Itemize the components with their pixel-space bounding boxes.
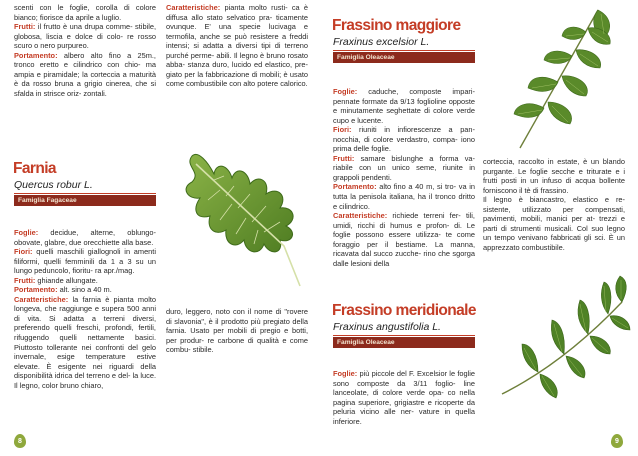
paragraph: Foglie: caduche, composte impari- pennate formate da 9/13 foglioline opposte e minutamente seghettate di colore verde cupo e lucente.: [333, 87, 475, 125]
paragraph: Portamento: alt. sino a 40 m.: [14, 285, 112, 295]
paragraph: Foglie: decidue, alterne, oblungo- obovate, glabre, due orecchiette alla base.: [14, 228, 156, 247]
paragraph: Foglie: più piccole del F. Excelsior le foglie sono composte da 3/11 foglio- line lanceolate, di colore verde opa- co nella pagina superiore, grigiastre e ricoperte da peluria vicino alle ner- vature in quella inferiore.: [333, 369, 475, 426]
ash-leaf-image: [480, 4, 630, 154]
paragraph: Fiori: quelli maschili giallognoli in amenti filiformi, quelli femminili da 1 a 3 su un lungo peduncolo, fioritu- ra apr./mag.: [14, 247, 156, 276]
title-rule: [14, 193, 156, 194]
family-bar-farnia: Famiglia Fagaceae: [14, 195, 156, 206]
frassino-maggiore-col2: [483, 157, 625, 252]
title-rule: [333, 50, 475, 51]
oak-leaf-image: [162, 136, 312, 306]
paragraph: Frutti: ghiande allungate.: [14, 275, 98, 285]
paragraph: Portamento: alto fino a 40 m, si tro- va in tutta la penisola italiana, ha il tronco dritto e cilindrico.: [333, 182, 475, 211]
frassino-maggiore-col1: [333, 87, 475, 268]
page-number-left: 8: [14, 434, 26, 448]
left-col1-top: [14, 3, 156, 98]
paragraph: Frutti: samare bislunghe a forma va- riabile con un unico seme, riunite in grappoli pendenti.: [333, 153, 475, 182]
paragraph: Portamento: albero alto fino a 25m., tronco eretto e cilindrico con chio- ma ampia e piramidale; la corteccia a maturità è da rosso bruna a grigio cinerea, che si sfalda in strisce oriz- zontali.: [14, 50, 156, 98]
latin-name-farnia: Quercus robur L.: [14, 179, 93, 191]
narrow-ash-leaf-image: [482, 274, 632, 424]
latin-name-frassino-maggiore: Fraxinus excelsior L.: [333, 36, 430, 48]
paragraph: Caratteristiche: pianta molto rusti- ca è diffusa allo stato selvatico pra- ticamente ovunque. E' una specie lucivaga e termofila, anche se può resistere a freddi intensi; si adatta a diversi tipi di terreno purché perme- abili. Il legno è bruno rosato abba- stanza duro, lucido ed elastico, pre- giato per la fabbricazione di mobili; è usato come combustibile con alto potere calorico.: [166, 3, 308, 89]
section-title-frassino-meridionale: Frassino meridionale: [332, 302, 476, 319]
left-col2-top: [166, 3, 308, 89]
paragraph: Caratteristiche: la farnia è pianta molto longeva, che raggiunge e supera 500 anni di vita. Si adatta a terreni diversi, preferendo quelli freschi, profondi, fertili, rifuggendo quelli nettamente basici. Piuttosto tollerante nei confronti del gelo invernale, esige temperature estive elevate. È esigente nei riguardi della disponibilità idrica del terreno e del- la luce. Il legno, color bruno chiaro,: [14, 294, 156, 390]
farnia-col2: [166, 307, 308, 355]
family-bar-frassino-maggiore: Famiglia Oleaceae: [333, 52, 475, 63]
farnia-col1: [14, 228, 156, 390]
family-bar-frassino-meridionale: Famiglia Oleaceae: [333, 337, 475, 348]
paragraph: Caratteristiche: richiede terreni fer- tili, umidi, ricchi di humus e profon- di. Le foglie possono essere utilizza- te come foraggio per il bestiame. La manna, ricavata dal succo zucche- rino che sgorga dalle lesioni della: [333, 211, 475, 268]
latin-name-frassino-meridionale: Fraxinus angustifolia L.: [333, 321, 441, 333]
paragraph: corteccia, raccolto in estate, è un blando purgante. Le foglie secche e triturate e i frutti posti in un infuso di acqua bollente forniscono il tè di frassino.: [483, 157, 625, 195]
page-number-right: 9: [611, 434, 623, 448]
paragraph: Frutti: il frutto è una drupa comme- stibile, globosa, liscia e dolce di colo- re rosso scuro o nero purpureo.: [14, 22, 156, 51]
section-title-frassino-maggiore: Frassino maggiore: [332, 17, 461, 34]
title-rule: [333, 335, 475, 336]
paragraph: duro, leggero, noto con il nome di "rovere di slavonia", è il prodotto più pregiato della farnia. Usato per mobili di pregio e botti, per produr- re carbone di qualità e come combu- stibile.: [166, 307, 308, 355]
section-title-farnia: Farnia: [13, 160, 56, 177]
paragraph: Il legno è biancastro, elastico e re- sistente, utilizzato per compensati, pavimenti, mobili, manici per at- trezzi e parti di strumenti musicali. Col suo legno un tempo venivano fabbricati gli sci. È un apprezzato combustibile.: [483, 195, 625, 252]
frassino-meridionale-col1: [333, 369, 475, 426]
paragraph: Fiori: riuniti in infiorescenze a pan- nocchia, di colore verdastro, compa- iono prima delle foglie.: [333, 125, 475, 154]
paragraph: scenti con le foglie, corolla di colore bianco; fiorisce da aprile a luglio.: [14, 3, 156, 22]
